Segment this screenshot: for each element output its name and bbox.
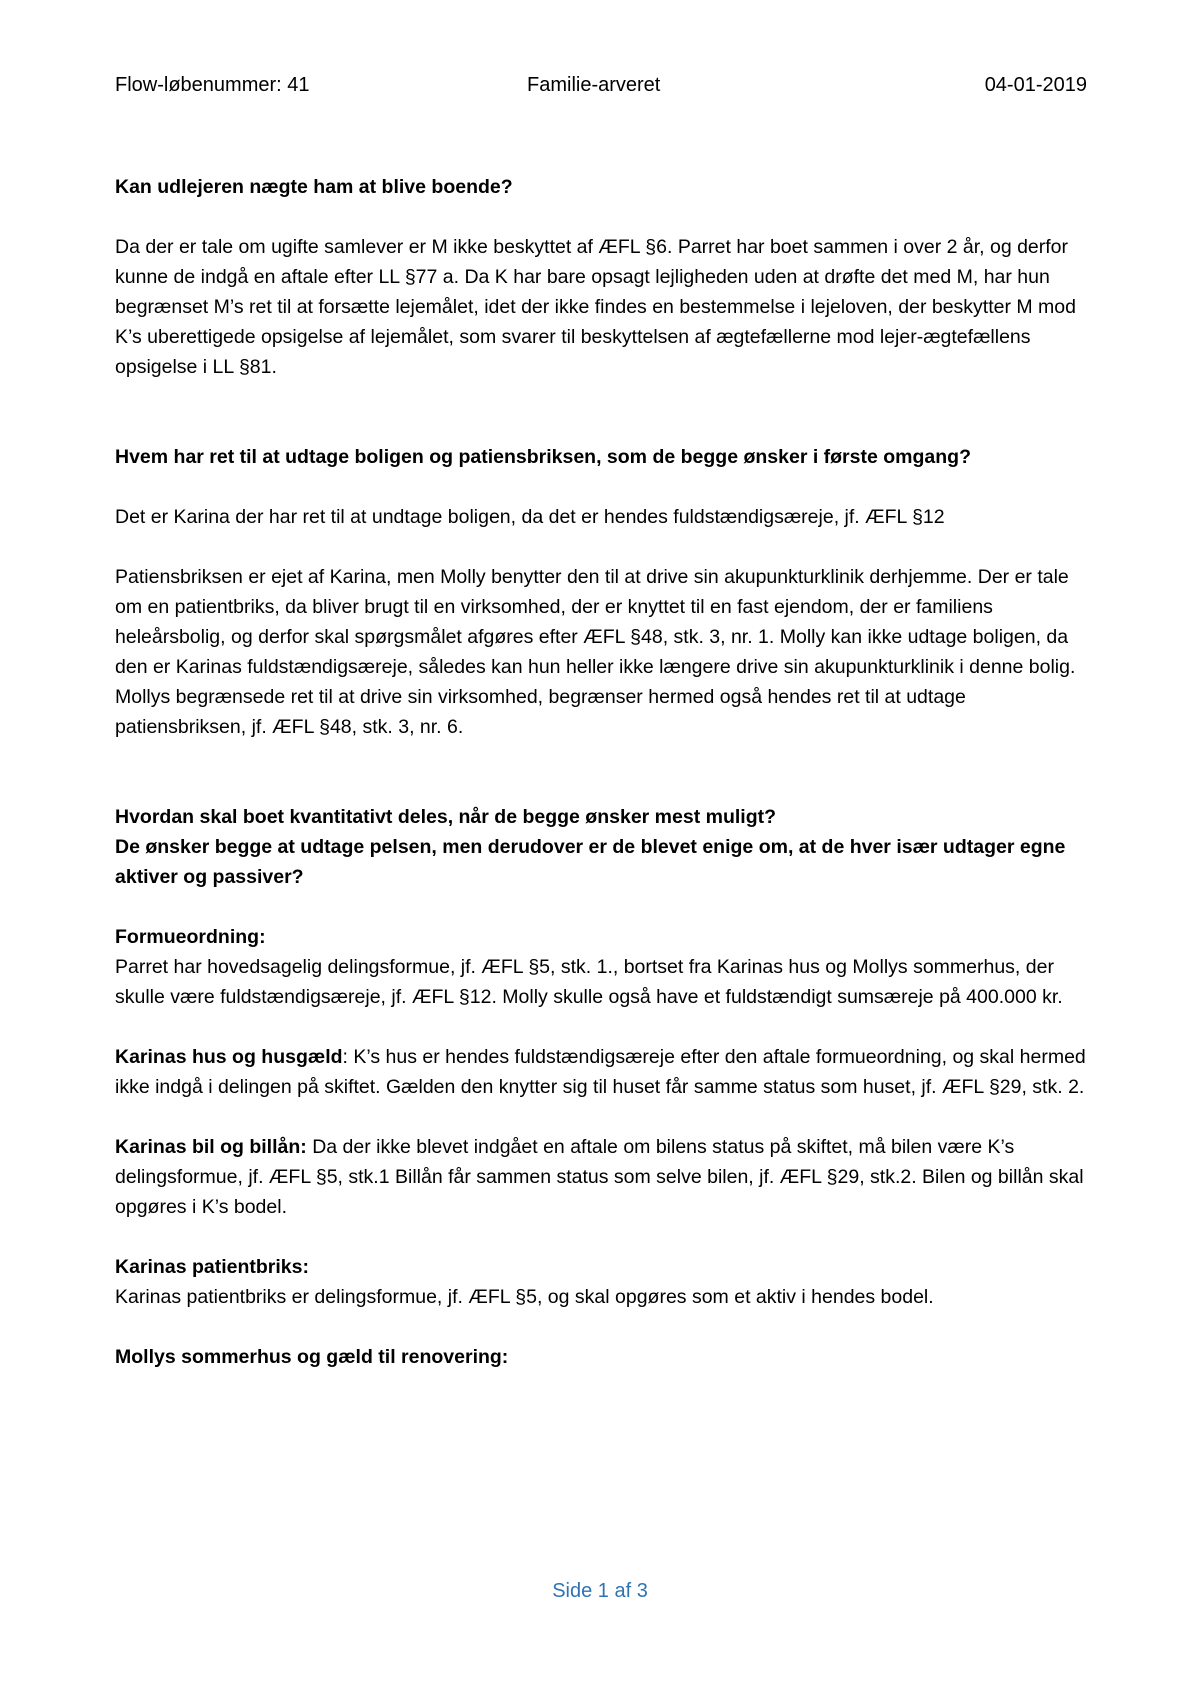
question-2: Hvem har ret til at udtage boligen og patiensbriksen, som de begge ønsker i første omgang?: [115, 446, 971, 468]
hus-heading: Karinas hus og husgæld: [115, 1046, 343, 1068]
question-1: Kan udlejeren nægte ham at blive boende?: [115, 176, 513, 198]
page-header: [115, 74, 1087, 104]
course-title: Familie-arveret: [527, 74, 661, 96]
bil-heading: Karinas bil og billån:: [115, 1136, 307, 1158]
flow-number: Flow-løbenummer: 41: [115, 74, 310, 96]
answer-1: Da der er tale om ugifte samlever er M ikke beskyttet af ÆFL §6. Parret har boet sammen i over 2 år, og derfor kunne de indgå en aftale efter LL §77 a. Da K har bare opsagt lejligheden uden at drøfte det med M, har hun begrænset M’s ret til at forsætte lejemålet, idet der ikke findes en bestemmelse i lejeloven, der beskytter M mod K’s uberettigede opsigelse af lejemålet, som svarer til beskyttelsen af ægtefællerne mod lejer-ægtefællens opsigelse i LL §81.: [115, 236, 1076, 378]
briks-text: Karinas patientbriks er delingsformue, jf. ÆFL §5, og skal opgøres som et aktiv i hendes bodel.: [115, 1286, 934, 1308]
bil-text: Da der ikke blevet indgået en aftale om bilens status på skiftet, må bilen være K’s delingsformue, jf. ÆFL §5, stk.1 Billån får sammen status som selve bilen, jf. ÆFL §29, stk.2. Bilen og billån skal opgøres i K’s bodel.: [115, 1136, 1084, 1218]
document-date: 04-01-2019: [984, 74, 1087, 96]
hus-text: : K’s hus er hendes fuldstændigsæreje efter den aftale formueordning, og skal hermed ikke indgå i delingen på skiftet. Gælden den knytter sig til huset får samme status som huset, jf. ÆFL §29, stk. 2.: [115, 1046, 1086, 1098]
formueordning-heading: Formueordning:: [115, 926, 266, 948]
briks-heading: Karinas patientbriks:: [115, 1256, 309, 1278]
document-body: [115, 172, 1095, 1372]
answer-2-part-1: Det er Karina der har ret til at undtage boligen, da det er hendes fuldstændigsæreje, jf. ÆFL §12: [115, 506, 945, 528]
answer-2-part-2: Patiensbriksen er ejet af Karina, men Molly benytter den til at drive sin akupunkturklinik derhjemme. Der er tale om en patientbriks, da bliver brugt til en virksomhed, der er knyttet til en fast ejendom, der er familiens heleårsbolig, og derfor skal spørgsmålet afgøres efter ÆFL §48, stk. 3, nr. 1. Molly kan ikke udtage boligen, da den er Karinas fuldstændigsæreje, således kan hun heller ikke længere drive sin akupunkturklinik i denne bolig. Mollys begrænsede ret til at drive sin virksomhed, begrænser hermed også hendes ret til at udtage patiensbriksen, jf. ÆFL §48, stk. 3, nr. 6.: [115, 566, 1076, 738]
page-number: Side 1 af 3: [552, 1580, 648, 1602]
formueordning-text: Parret har hovedsagelig delingsformue, jf. ÆFL §5, stk. 1., bortset fra Karinas hus og Mollys sommerhus, der skulle være fuldstændigsæreje, jf. ÆFL §12. Molly skulle også have et fuldstændigt sumsæreje på 400.000 kr.: [115, 956, 1063, 1008]
sommerhus-heading: Mollys sommerhus og gæld til renovering:: [115, 1346, 509, 1368]
bil-paragraph: [115, 1132, 1095, 1222]
hus-paragraph: [115, 1042, 1095, 1102]
question-3-line-2: De ønsker begge at udtage pelsen, men derudover er de blevet enige om, at de hver især udtager egne aktiver og passiver?: [115, 836, 1066, 888]
question-3-line-1: Hvordan skal boet kvantitativt deles, når de begge ønsker mest muligt?: [115, 806, 777, 828]
